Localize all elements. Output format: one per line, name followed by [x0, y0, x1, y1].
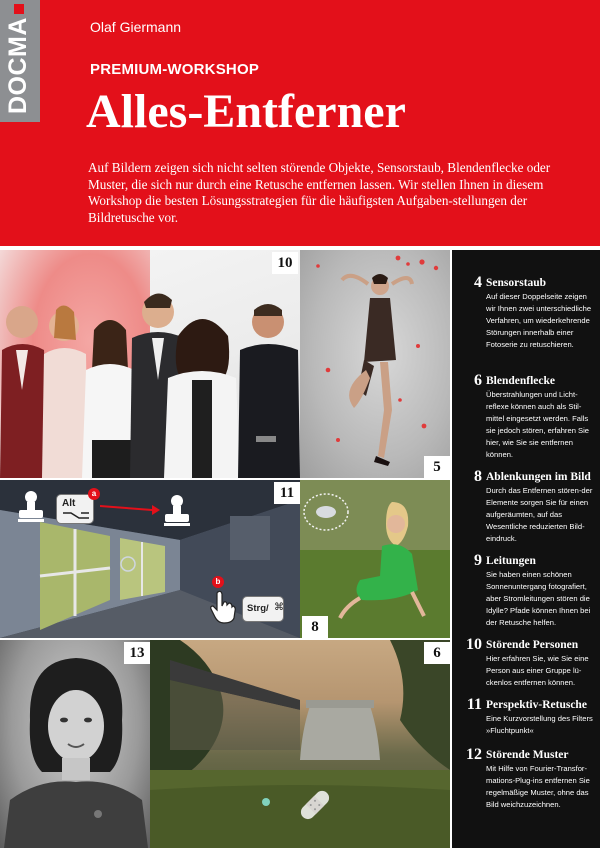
- toc-title: Blendenflecke: [486, 375, 555, 387]
- toc-description: Hier erfahren Sie, wie Sie eine Person aus einer Gruppe lü-ckenlos entfernen können.: [486, 654, 589, 687]
- table-of-contents: [452, 250, 600, 848]
- toc-title: Sensorstaub: [486, 277, 547, 289]
- toc-page-number: 8: [474, 468, 482, 485]
- arrow-icon: [100, 502, 160, 516]
- photo-woman-green-dress: [300, 480, 450, 638]
- command-glyph-icon: ⌘: [274, 602, 284, 613]
- step-marker-b: b: [212, 576, 224, 588]
- strg-key-label: Strg/: [247, 603, 269, 614]
- toc-title: Störende Muster: [486, 749, 569, 761]
- photo-power-plant: [150, 640, 450, 848]
- toc-page-number: 11: [466, 696, 482, 713]
- photo-dancer: [300, 250, 450, 478]
- logo-dot: [14, 4, 24, 14]
- alt-key-label: Alt: [62, 498, 76, 509]
- page-title: Alles-Entferner: [86, 85, 406, 138]
- figure-number: 11: [274, 482, 300, 504]
- toc-description: Mit Hilfe von Fourier-Transfor-mations-Plug-ins entfernen Sie regelmäßige Muster, ohne das Bild weichzuzeichnen.: [486, 764, 590, 809]
- brand-tab: [0, 0, 40, 122]
- photo-vintage-portrait: [0, 640, 150, 848]
- toc-page-number: 9: [474, 552, 482, 569]
- toc-title: Perspektiv-Retusche: [486, 699, 587, 711]
- toc-page-number: 10: [466, 636, 482, 653]
- toc-page-number: 6: [474, 372, 482, 389]
- docma-logo: DOCMA: [4, 17, 32, 114]
- stamp-icon: [162, 494, 192, 528]
- toc-description: Sie haben einen schönen Sonnenuntergang fotografiert, aber Stromleitungen stören die Idylle? Pfade können Ihnen bei der Retusche helfen.: [486, 570, 591, 627]
- section-kicker: PREMIUM-WORKSHOP: [90, 61, 260, 78]
- meadow-illustration: [300, 480, 450, 638]
- bandage-icon: [296, 786, 334, 824]
- author-name: Olaf Giermann: [90, 19, 182, 35]
- photo-hallway: [0, 480, 300, 638]
- hand-cursor-icon: [210, 590, 236, 624]
- toc-page-number: 4: [474, 274, 482, 291]
- lead-paragraph: Auf Bildern zeigen sich nicht selten störende Objekte, Sensorstaub, Blendenflecke oder Muster, die sich nur durch eine Retusche entfernen lassen. Wir stellen Ihnen in diesem Workshop die besten Lösungsstrategien für die häufigsten Aufgaben-stellungen der Bildretusche vor.: [88, 160, 551, 225]
- toc-description: Durch das Entfernen stören-der Elemente sorgen Sie für einen aufgeräumten, auf das Wesentliche reduzierten Bild-eindruck.: [486, 486, 593, 543]
- figure-number: 6: [424, 642, 450, 664]
- toc-description: Auf dieser Doppelseite zeigen wir Ihnen zwei unterschiedliche Verfahren, um wiederkehrende Störungen innerhalb einer Fotoserie zu retuschieren.: [486, 292, 592, 349]
- figure-number: 13: [124, 642, 150, 664]
- toc-title: Ablenkungen im Bild: [486, 471, 591, 483]
- alt-key: [56, 494, 94, 524]
- people-illustration: [0, 250, 300, 478]
- toc-description: Überstrahlungen und Licht-reflexe können auch als Stil-mittel eingesetzt werden. Falls sie jedoch stören, erfahren Sie hier, wie Sie sie entfernen können.: [486, 390, 589, 459]
- stamp-icon: [16, 490, 46, 524]
- figure-number: 10: [272, 252, 298, 274]
- toc-description: Eine Kurzvorstellung des Filters »Fluchtpunkt«: [486, 714, 593, 735]
- option-glyph-icon: [63, 511, 89, 519]
- figure-number: 8: [302, 616, 328, 638]
- portrait-illustration: [0, 640, 150, 848]
- step-marker-a: a: [88, 488, 100, 500]
- figure-number: 5: [424, 456, 450, 478]
- header-banner: [0, 0, 600, 246]
- strg-key: [242, 596, 284, 622]
- dancer-illustration: [300, 250, 450, 478]
- toc-title: Störende Personen: [486, 639, 579, 651]
- toc-page-number: 12: [466, 746, 482, 763]
- photo-group-people: [0, 250, 300, 478]
- toc-title: Leitungen: [486, 555, 536, 567]
